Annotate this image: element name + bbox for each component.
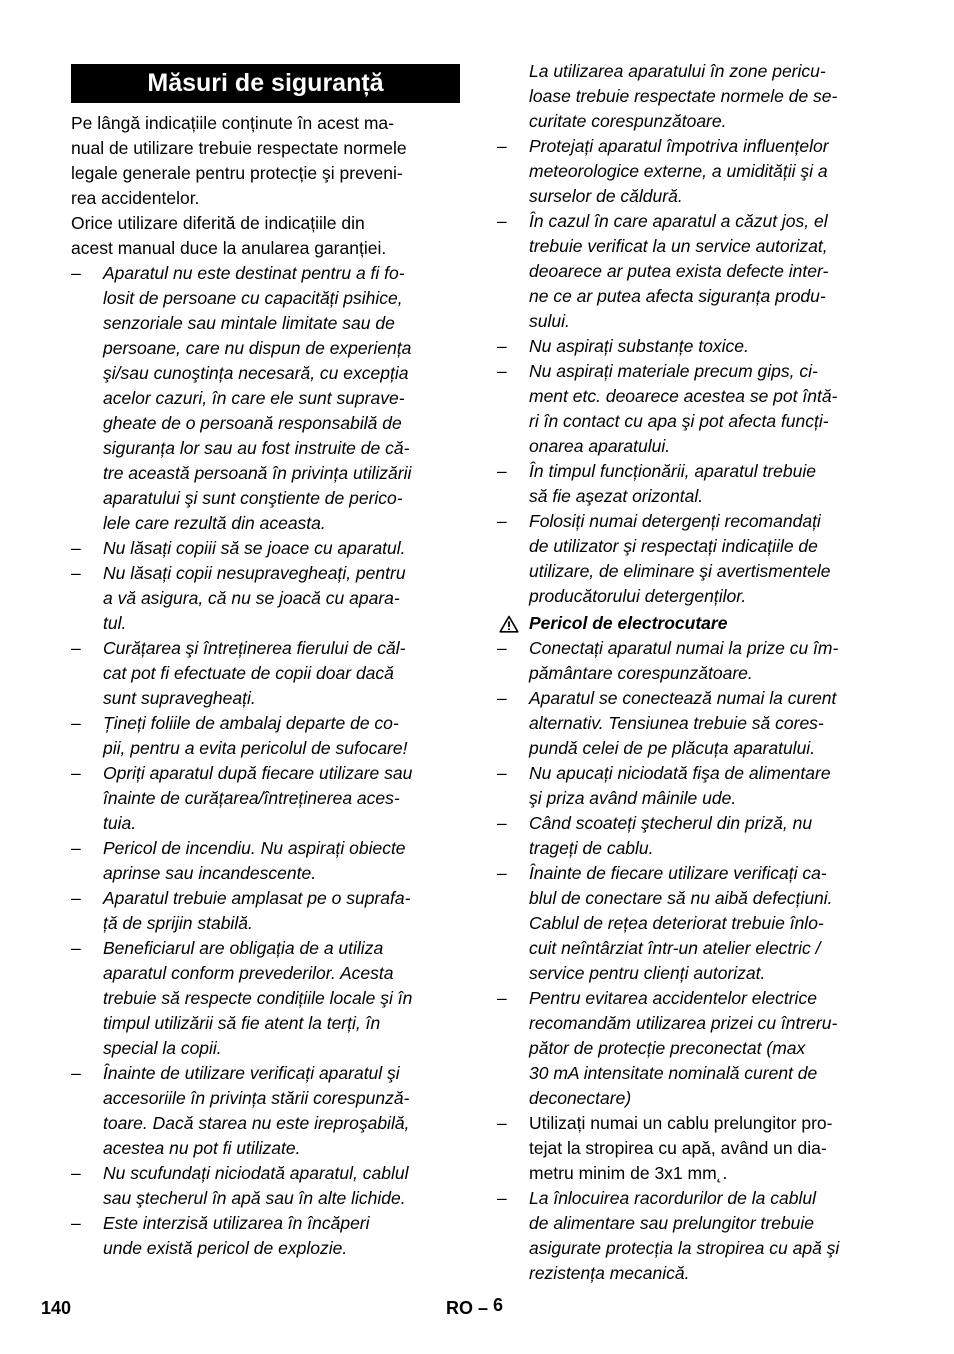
list-item [497,359,889,459]
list-item [497,1186,889,1286]
list-item-text: La înlocuirea racordurilor de la cablul de alimentare sau prelungitor trebuie asigurate protecția la stropirea cu apă şi rezistența mecanică. [529,1188,840,1283]
list-item-text: În timpul funcționării, aparatul trebuie să fie aşezat orizontal. [529,461,816,506]
list-item [71,1211,460,1261]
dash-bullet: – [71,1213,81,1233]
list-item-text: Conectați aparatul numai la prize cu îm- pământare corespunzătoare. [529,638,839,683]
dash-bullet: – [71,763,81,783]
list-item-continuation [497,59,889,134]
dash-bullet: – [497,638,507,658]
list-item-text: Nu lăsați copiii să se joace cu aparatul. [103,538,406,558]
list-item-text: La utilizarea aparatului în zone pericu- loase trebuie respectate normele de se- curitate corespunzătoare. [529,61,838,131]
dash-bullet: – [71,563,81,583]
list-item [497,861,889,986]
list-item-text: Nu apucați niciodată fişa de alimentare şi priza având mâinile ude. [529,763,831,808]
dash-bullet: – [497,336,507,356]
dash-bullet: – [71,263,81,283]
list-item-text: Utilizați numai un cablu prelungitor pro- tejat la stropirea cu apă, având un dia- metru minim de 3x1 mm˛. [529,1113,833,1183]
list-item [71,761,460,836]
warning-triangle-icon [499,615,519,633]
list-item [71,711,460,761]
list-item-text: Înainte de utilizare verificați aparatul şi accesoriile în privința stării corespunză- toare. Dacă starea nu este ireproşabilă, acestea nu pot fi utilizate. [103,1063,410,1158]
dash-bullet: – [71,888,81,908]
intro-paragraph-1: Pe lângă indicațiile conținute în acest ma- nual de utilizare trebuie respectate normele legale generale pentru protecție şi preveni- rea accidentelor. [71,113,407,208]
dash-bullet: – [497,211,507,231]
list-item [497,636,889,686]
list-item-text: Aparatul trebuie amplasat pe o suprafa- ță de sprijin stabilă. [103,888,411,933]
dash-bullet: – [497,813,507,833]
dash-bullet: – [497,988,507,1008]
warning-heading [497,611,889,636]
list-item-text: Aparatul se conectează numai la curent alternativ. Tensiunea trebuie să cores- pundă celei de pe plăcuța aparatului. [529,688,837,758]
list-item [71,886,460,936]
list-item [497,811,889,861]
list-item [497,986,889,1111]
list-item-text: Înainte de fiecare utilizare verificați ca- blul de conectare să nu aibă defecțiuni. Cablul de rețea deteriorat trebuie înlo- cuit neîntârziat într-un atelier electric / service pentru clienți autorizat. [529,863,833,983]
dash-bullet: – [497,1113,507,1133]
list-item [497,509,889,609]
list-item-text: Opriți aparatul după fiecare utilizare sau înainte de curățarea/întreținerea aces- tuia. [103,763,413,833]
list-item [497,686,889,761]
list-item-text: Nu lăsați copii nesupravegheați, pentru a vă asigura, că nu se joacă cu apara- tul. [103,563,406,633]
dash-bullet: – [497,461,507,481]
list-item-text: În cazul în care aparatul a căzut jos, el trebuie verificat la un service autorizat, deoarece ar putea exista defecte inter- ne ce ar putea afecta siguranța produ- sului. [529,211,829,331]
dash-bullet: – [497,763,507,783]
dash-bullet: – [71,838,81,858]
list-item-text: Aparatul nu este destinat pentru a fi fo- losit de persoane cu capacități psihice, senzoriale sau mintale limitate sau de persoane, care nu dispun de experiența şi/sau cunoştința necesară, cu excepția acelor cazuri, în care ele sunt suprave- gheate de o persoană responsabilă de siguranța lor sau au fost instruite de că- tre această persoană în privința utilizării aparatului şi sunt conştiente de perico- lele care rezultă din aceasta. [103,263,412,533]
dash-bullet: – [497,688,507,708]
dash-bullet: – [497,1188,507,1208]
list-item-text: Protejați aparatul împotriva influențelor meteorologice externe, a umidității şi a surselor de căldură. [529,136,829,206]
list-item [497,334,889,359]
list-item-text: Pentru evitarea accidentelor electrice recomandăm utilizarea prizei cu întreru- pător de protecție preconectat (max 30 mA intensitate nominală curent de deconectare) [529,988,838,1108]
list-item-text: Țineți foliile de ambalaj departe de co- pii, pentru a evita pericolul de sufocare! [103,713,408,758]
list-item [497,459,889,509]
dash-bullet: – [71,1163,81,1183]
list-item [71,261,460,536]
dash-bullet: – [71,538,81,558]
section-page-number: 6 [493,1295,504,1315]
list-item-text: Folosiți numai detergenți recomandați de utilizator şi respectați indicațiile de utilizare, de eliminare şi avertismentele producătorului detergenților. [529,511,831,606]
list-item [71,1161,460,1211]
footer-separator: – [478,1298,489,1318]
warning-heading-text: Pericol de electrocutare [529,613,728,633]
section-title: Măsuri de siguranță [71,64,460,103]
list-item [71,836,460,886]
dash-bullet: – [71,713,81,733]
list-item-text: Curățarea şi întreținerea fierului de căl- cat pot fi efectuate de copii doar dacă sunt supravegheați. [103,638,406,708]
dash-bullet: – [497,361,507,381]
list-item-text: Nu aspirați materiale precum gips, ci- ment etc. deoarece acestea se pot întă- ri în contact cu apa şi pot afecta funcți- onarea aparatului. [529,361,838,456]
list-item [71,536,460,561]
language-code: RO [446,1298,473,1318]
list-item [497,1111,889,1186]
list-item [497,209,889,334]
list-item-text: Când scoateți ştecherul din priză, nu trageți de cablu. [529,813,813,858]
dash-bullet: – [497,863,507,883]
list-item [497,134,889,209]
intro-paragraph-2: Orice utilizare diferită de indicațiile din acest manual duce la anularea garanției. [71,213,387,258]
list-item [71,1061,460,1161]
list-item-text: Pericol de incendiu. Nu aspirați obiecte aprinse sau incandescente. [103,838,406,883]
dash-bullet: – [497,511,507,531]
footer-language-page [446,1295,504,1319]
dash-bullet: – [71,1063,81,1083]
page-number: 140 [41,1298,72,1318]
dash-bullet: – [71,638,81,658]
list-item-text: Nu scufundați niciodată aparatul, cablul sau ştecherul în apă sau în alte lichide. [103,1163,409,1208]
list-item [71,561,460,636]
list-item [71,936,460,1061]
list-item-text: Beneficiarul are obligația de a utiliza aparatul conform prevederilor. Acesta trebuie să respecte condițiile locale şi în timpul utilizării să fie atent la terți, în special la copii. [103,938,413,1058]
dash-bullet: – [71,938,81,958]
dash-bullet: – [497,136,507,156]
list-item-text: Este interzisă utilizarea în încăperi unde există pericol de explozie. [103,1213,370,1258]
list-item [71,636,460,711]
list-item-text: Nu aspirați substanțe toxice. [529,336,749,356]
list-item [497,761,889,811]
